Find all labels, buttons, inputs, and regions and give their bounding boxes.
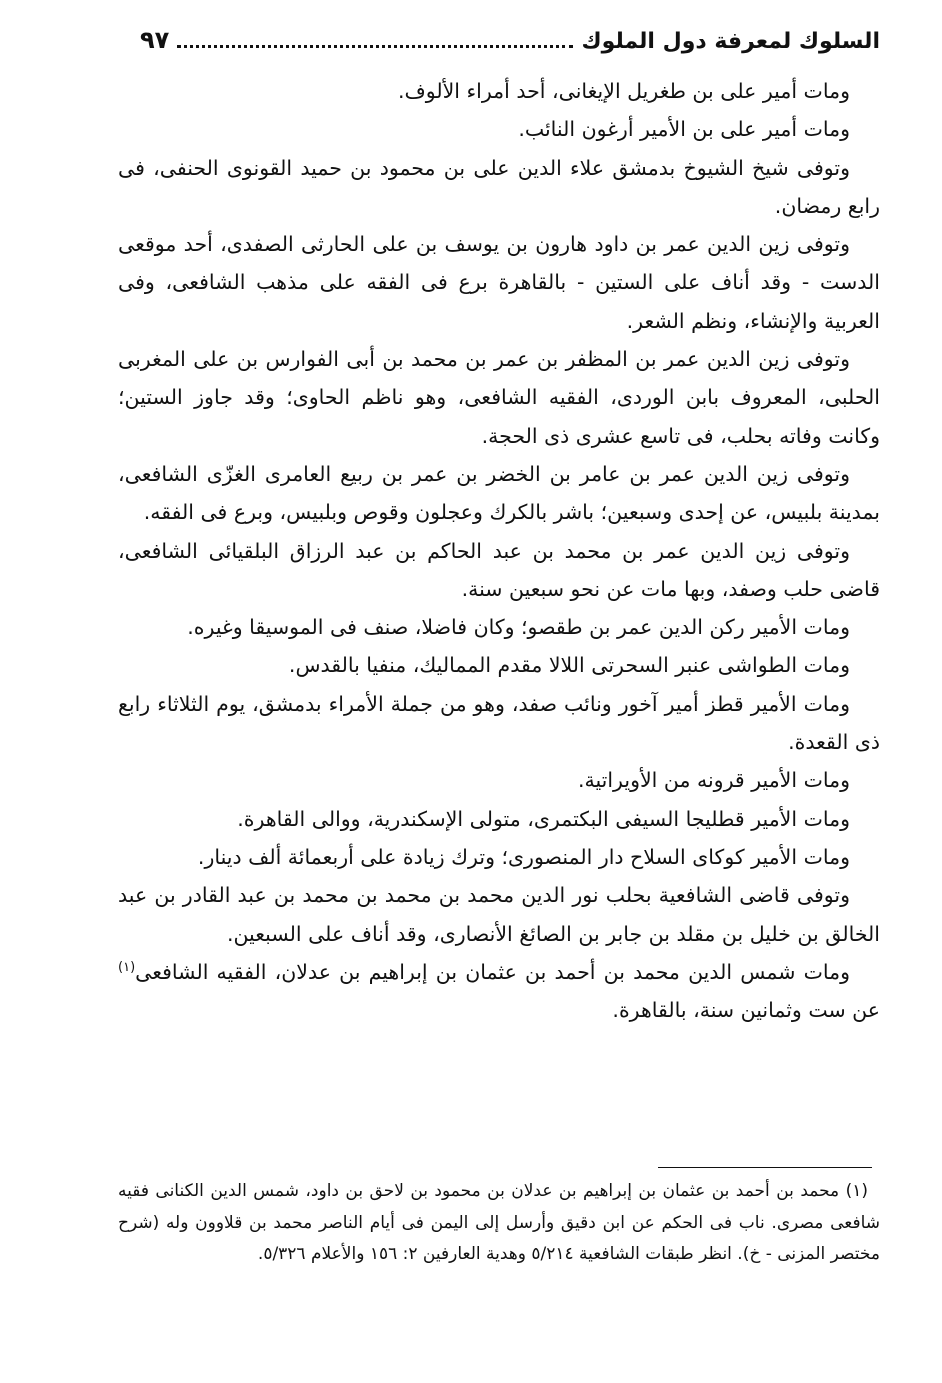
- footnote-text: (١) محمد بن أحمد بن عثمان بن إبراهيم بن عدلان بن محمود بن لاحق بن داود، شمس الدين الكنانى فقيه شافعى مصرى. ناب فى الحكم عن ابن دقيق وأرسل إلى اليمن فى أيام الناصر محمد بن قلاوون وله (شرح مختصر المزنى - خ). انظر طبقات الشافعية ٥/٢١٤ وهدية العارفين ٢: ١٥٦ والأعلام ٥/٣٢٦.: [118, 1181, 880, 1265]
- paragraph: وتوفى شيخ الشيوخ بدمشق علاء الدين على بن محمود بن حميد القونوى الحنفى، فى رابع رمضان.: [118, 155, 880, 218]
- paragraph: وتوفى زين الدين عمر بن عامر بن الخضر بن عمر بن ربيع العامرى الغزّى الشافعى، بمدينة بلبيس، عن إحدى وسبعين؛ باشر بالكرك وعجلون وقوص وبلبيس، وبرع فى الفقه.: [118, 461, 880, 525]
- paragraph: ومات الأمير كوكاى السلاح دار المنصورى؛ وترك زيادة على أربعمائة ألف دينار.: [197, 844, 850, 869]
- running-header: [140, 26, 880, 60]
- footnote-area: [118, 1176, 880, 1271]
- paragraph: ومات أمير على بن الأمير أرغون النائب.: [518, 117, 850, 142]
- paragraph: ومات الأمير ركن الدين عمر بن طقصو؛ وكان فاضلا، صنف فى الموسيقا وغيره.: [187, 615, 850, 640]
- main-text: [118, 72, 880, 1029]
- paragraph-with-footnote-ref: [118, 953, 880, 1030]
- footnote-reference[interactable]: (١): [118, 960, 136, 975]
- paragraph-text: ومات شمس الدين محمد بن أحمد بن عثمان بن إبراهيم بن عدلان، الفقيه الشافعى: [135, 959, 850, 984]
- book-title: السلوك لمعرفة دول الملوك: [581, 29, 880, 54]
- page-number: ٩٧: [140, 26, 170, 54]
- header-dot-leader: [177, 31, 573, 48]
- paragraph: وتوفى زين الدين عمر بن محمد بن عبد الحاكم بن عبد الرزاق البلقيائى الشافعى، قاضى حلب وصفد، وبها مات عن نحو سبعين سنة.: [118, 538, 880, 601]
- paragraph: ومات الأمير قطز أمير آخور ونائب صفد، وهو من جملة الأمراء بدمشق، يوم الثلاثاء رابع ذى القعدة.: [118, 691, 880, 755]
- paragraph: ومات الطواشى عنبر السحرتى اللالا مقدم المماليك، منفيا بالقدس.: [288, 653, 850, 678]
- paragraph: وتوفى زين الدين عمر بن المظفر بن عمر بن محمد بن أبى الفوارس بن على المغربى الحلبى، المعروف بابن الوردى، الفقيه الشافعى، وهو ناظم الحاوى؛ وقد جاوز الستين؛ وكانت وفاته بحلب، فى تاسع عشرى ذى الحجة.: [118, 347, 880, 448]
- footnote-separator: [658, 1167, 872, 1168]
- paragraph: ومات أمير على بن طغريل الإيغانى، أحد أمراء الألوف.: [398, 79, 850, 103]
- paragraph: وتوفى زين الدين عمر بن داود هارون بن يوسف بن على الحارثى الصفدى، أحد موقعى الدست - وقد أناف على الستين - بالقاهرة برع فى الفقه على مذهب الشافعى، وفى العربية والإنشاء، ونظم الشعر.: [118, 232, 880, 333]
- paragraph: وتوفى قاضى الشافعية بحلب نور الدين محمد بن محمد بن محمد بن عبد القادر بن عبد الخالق بن خليل بن مقلد بن جابر بن الصائغ الأنصارى، وقد أناف على السبعين.: [118, 883, 880, 946]
- paragraph: ومات الأمير قطليجا السيفى البكتمرى، متولى الإسكندرية، ووالى القاهرة.: [237, 806, 850, 831]
- paragraph-text: عن ست وثمانين سنة، بالقاهرة.: [612, 998, 880, 1023]
- paragraph: ومات الأمير قرونه من الأويراتية.: [577, 768, 850, 793]
